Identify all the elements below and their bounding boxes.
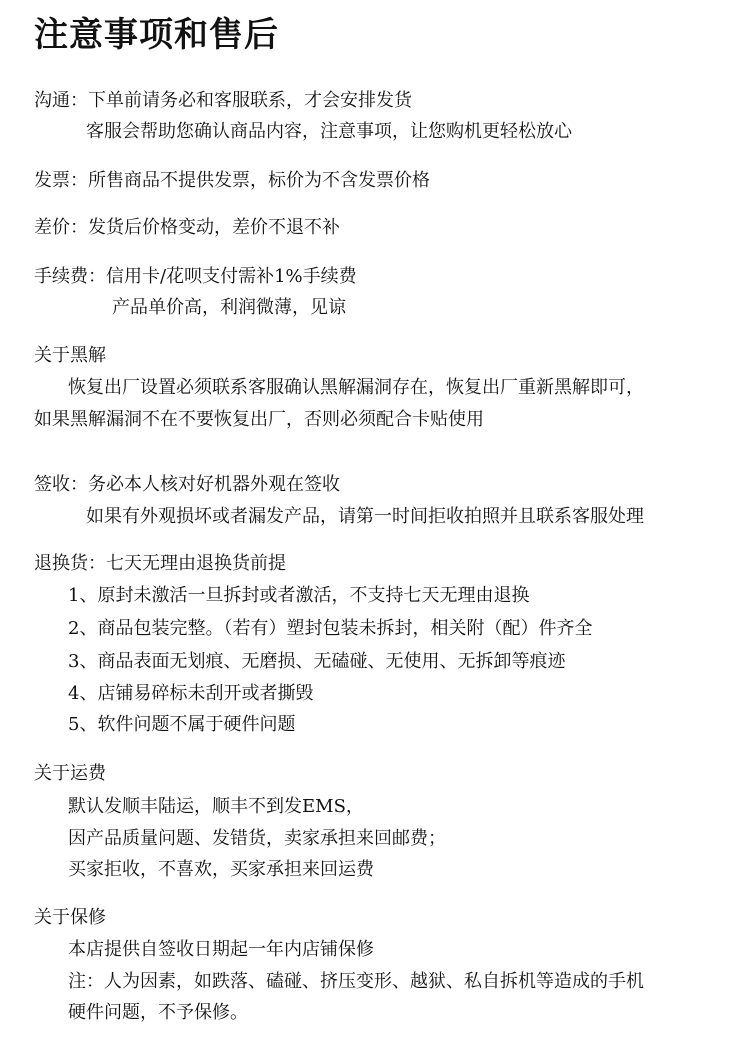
returns-item: 5、软件问题不属于硬件问题 <box>68 714 296 735</box>
jailbreak-heading: 关于黑解 <box>34 345 106 366</box>
warranty-line: 注：人为因素，如跌落、磕碰、挤压变形、越狱、私自拆机等造成的手机 <box>68 971 644 992</box>
page-title: 注意事项和售后 <box>34 15 279 55</box>
fee-detail: 产品单价高，利润微薄，见谅 <box>112 297 346 318</box>
jailbreak-line: 恢复出厂设置必须联系客服确认黑解漏洞存在，恢复出厂重新黑解即可， <box>68 377 644 398</box>
price-diff-line: 差价：发货后价格变动，差价不退不补 <box>34 217 340 238</box>
communication-detail: 客服会帮助您确认商品内容，注意事项，让您购机更轻松放心 <box>86 121 572 142</box>
receipt-detail: 如果有外观损坏或者漏发产品，请第一时间拒收拍照并且联系客服处理 <box>86 506 644 527</box>
shipping-line: 默认发顺丰陆运，顺丰不到发EMS， <box>68 796 364 817</box>
shipping-line: 因产品质量问题、发错货，卖家承担来回邮费； <box>68 828 446 849</box>
returns-item: 2、商品包装完整。（若有）塑封包装未拆封，相关附（配）件齐全 <box>68 618 593 639</box>
returns-heading: 退换货：七天无理由退换货前提 <box>34 553 286 574</box>
warranty-line: 硬件问题，不予保修。 <box>68 1002 248 1023</box>
jailbreak-line: 如果黑解漏洞不在不要恢复出厂，否则必须配合卡贴使用 <box>34 409 484 430</box>
returns-item: 4、店铺易碎标未刮开或者撕毁 <box>68 683 314 704</box>
returns-item: 3、商品表面无划痕、无磨损、无磕碰、无使用、无拆卸等痕迹 <box>68 651 566 672</box>
warranty-heading: 关于保修 <box>34 907 106 928</box>
receipt-line: 签收：务必本人核对好机器外观在签收 <box>34 474 340 495</box>
shipping-heading: 关于运费 <box>34 763 106 784</box>
shipping-line: 买家拒收，不喜欢，买家承担来回运费 <box>68 859 374 880</box>
returns-item: 1、原封未激活一旦拆封或者激活，不支持七天无理由退换 <box>68 585 530 606</box>
invoice-line: 发票：所售商品不提供发票，标价为不含发票价格 <box>34 170 430 191</box>
warranty-line: 本店提供自签收日期起一年内店铺保修 <box>68 939 374 960</box>
communication-line: 沟通：下单前请务必和客服联系，才会安排发货 <box>34 90 412 111</box>
fee-line: 手续费：信用卡/花呗支付需补1%手续费 <box>34 266 357 287</box>
